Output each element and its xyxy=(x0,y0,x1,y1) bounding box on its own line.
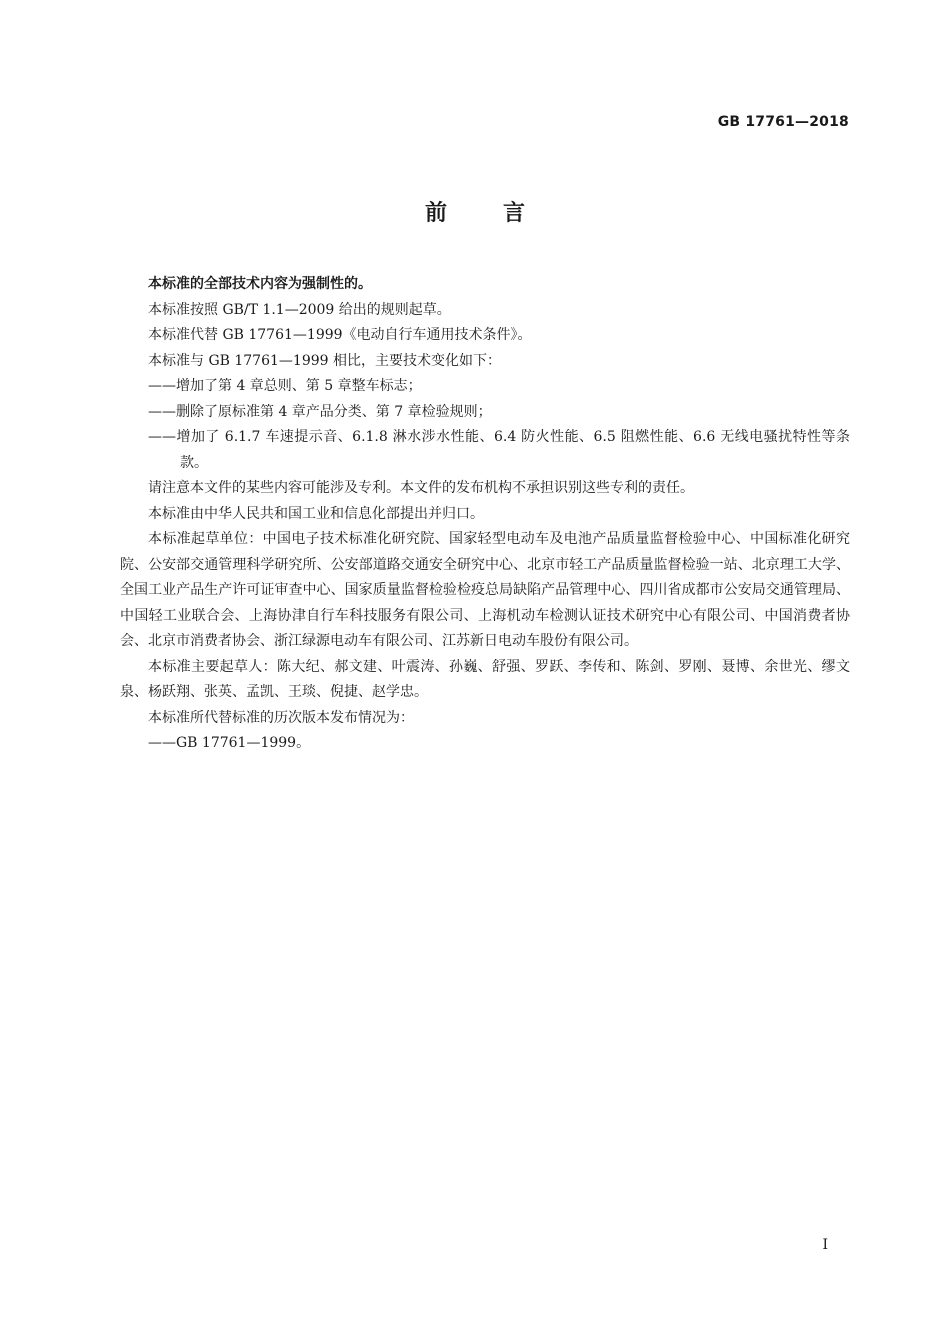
drafting-units-paragraph: 本标准起草单位：中国电子技术标准化研究院、国家轻型电动车及电池产品质量监督检验中心、中国标准化研究院、公安部交通管理科学研究所、公安部道路交通安全研究中心、北京市轻工产品质量监督检验一站、北京理工大学、全国工业产品生产许可证审查中心、国家质量监督检验检疫总局缺陷产品管理中心、四川省成都市公安局交通管理局、中国轻工业联合会、上海协津自行车科技服务有限公司、上海机动车检测认证技术研究中心有限公司、中国消费者协会、北京市消费者协会、浙江绿源电动车有限公司、江苏新日电动车股份有限公司。 xyxy=(120,531,850,649)
change-item: ——增加了第 4 章总则、第 5 章整车标志； xyxy=(148,378,422,394)
proposer-paragraph: 本标准由中华人民共和国工业和信息化部提出并归口。 xyxy=(148,505,484,522)
patent-notice-paragraph: 请注意本文件的某些内容可能涉及专利。本文件的发布机构不承担识别这些专利的责任。 xyxy=(148,480,694,496)
mandatory-statement: 本标准的全部技术内容为强制性的。 xyxy=(148,276,372,292)
replacement-paragraph: 本标准代替 GB 17761—1999《电动自行车通用技术条件》。 xyxy=(148,327,532,343)
changes-intro-paragraph: 本标准与 GB 17761—1999 相比，主要技术变化如下： xyxy=(148,352,501,369)
page-title: 前言 xyxy=(424,201,581,226)
change-item: ——删除了原标准第 4 章产品分类、第 7 章检验规则； xyxy=(148,403,492,420)
drafting-rules-paragraph: 本标准按照 GB/T 1.1—2009 给出的规则起草。 xyxy=(148,301,451,318)
standard-code: GB 17761—2018 xyxy=(717,114,849,130)
history-item: ——GB 17761—1999。 xyxy=(148,735,311,751)
change-item: ——增加了 6.1.7 车速提示音、6.1.8 淋水涉水性能、6.4 防火性能、6.5 阻燃性能、6.6 无线电骚扰特性等条款。 xyxy=(148,429,850,471)
page-number: I xyxy=(822,1237,828,1253)
preface-body xyxy=(120,272,850,757)
history-intro-paragraph: 本标准所代替标准的历次版本发布情况为： xyxy=(148,709,414,726)
drafters-paragraph: 本标准主要起草人：陈大纪、郝文建、叶震涛、孙巍、舒强、罗跃、李传和、陈剑、罗刚、聂博、余世光、缪文泉、杨跃翔、张英、孟凯、王琰、倪捷、赵学忠。 xyxy=(120,658,850,700)
